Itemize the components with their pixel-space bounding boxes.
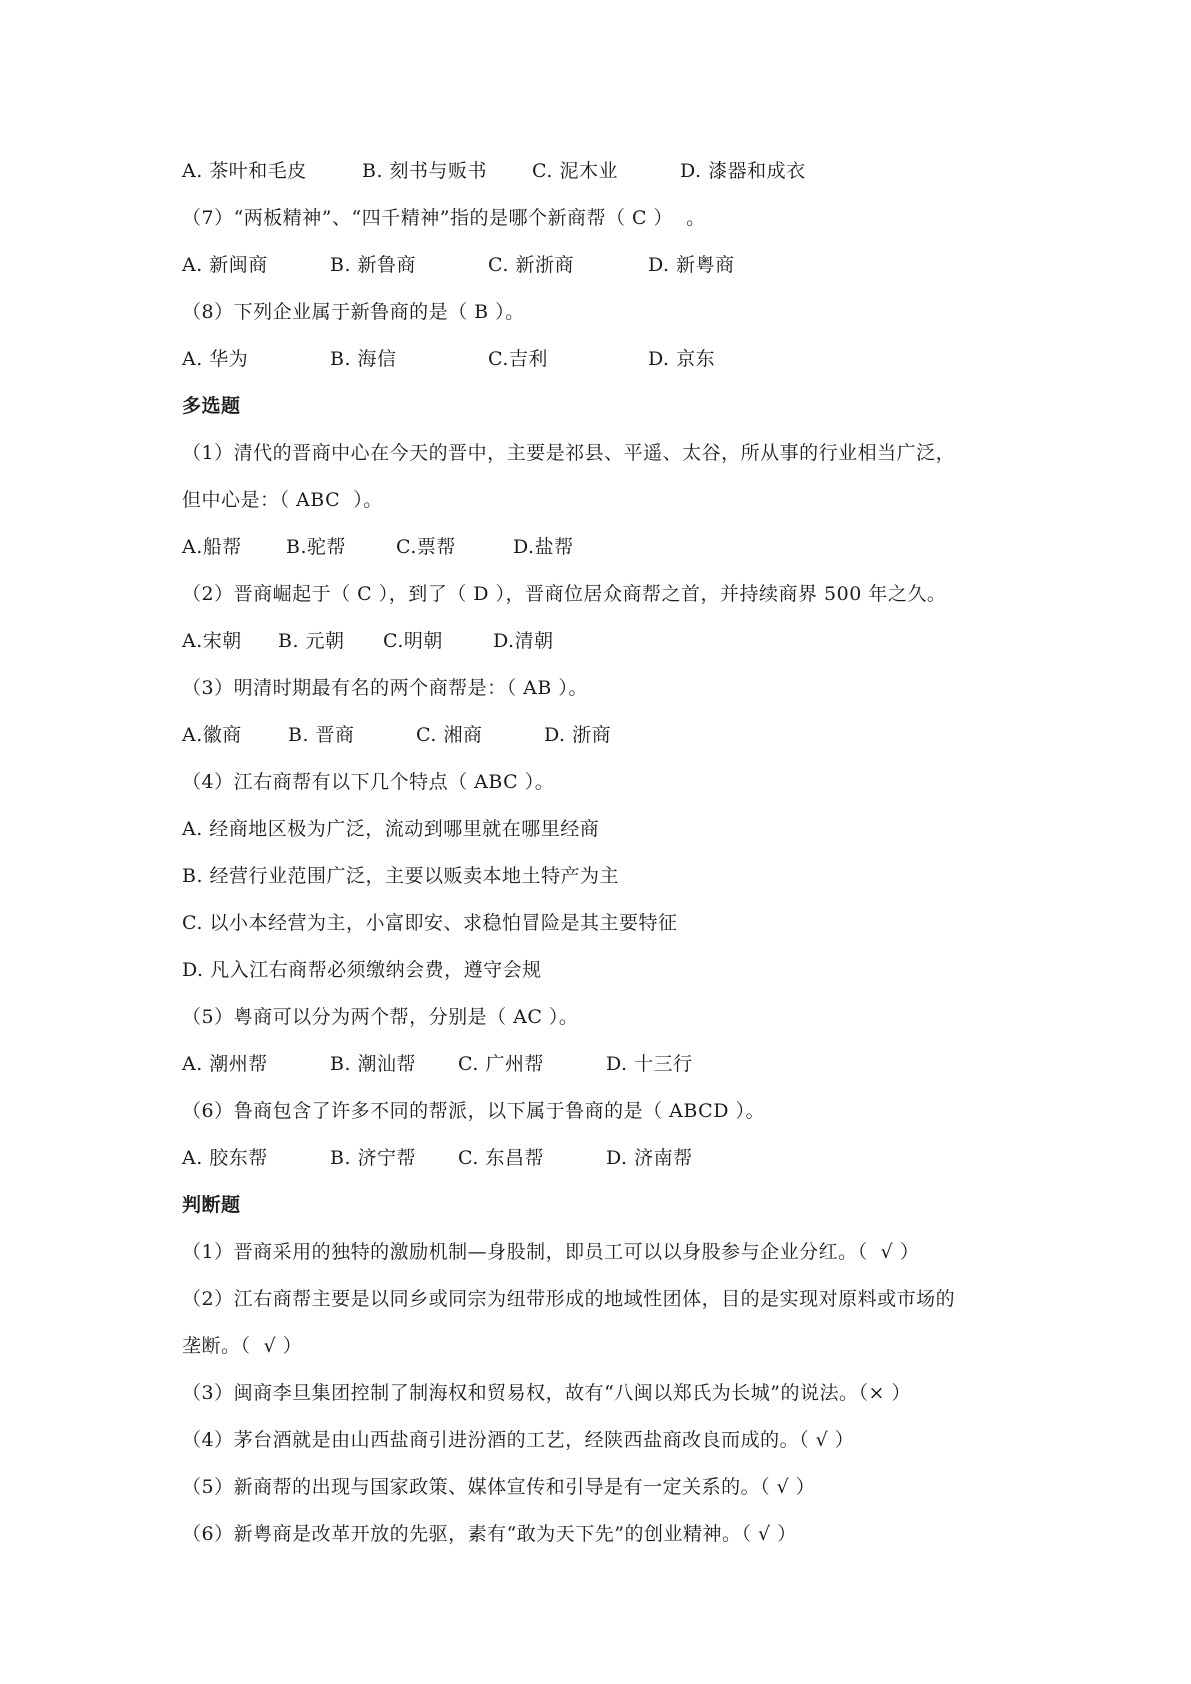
section-heading-true-false: 判断题 <box>182 1194 241 1216</box>
question-text: （3）明清时期最有名的两个商帮是：（ AB ）。 <box>182 677 588 699</box>
section-heading-multi-choice: 多选题 <box>182 395 241 417</box>
option: A. 新闽商 <box>182 254 268 276</box>
option: A. 潮州帮 <box>182 1053 268 1075</box>
option: C.明朝 <box>383 630 443 652</box>
question-text: （4）江右商帮有以下几个特点（ ABC ）。 <box>182 771 555 793</box>
option-row <box>182 712 1042 759</box>
question-text: （6）新粤商是改革开放的先驱，素有“敢为天下先”的创业精神。（ √ ） <box>182 1523 797 1545</box>
option: A.徽商 <box>182 724 242 746</box>
option-line: D. 凡入江右商帮必须缴纳会费，遵守会规 <box>182 959 542 981</box>
option: C. 广州帮 <box>458 1053 544 1075</box>
option: B.驼帮 <box>286 536 347 558</box>
option: A. 茶叶和毛皮 <box>182 160 307 182</box>
option: C. 东昌帮 <box>458 1147 544 1169</box>
question-text: （8）下列企业属于新鲁商的是（ B ）。 <box>182 301 525 323</box>
option: D.清朝 <box>493 630 554 652</box>
option: C. 新浙商 <box>488 254 574 276</box>
option-line: B. 经营行业范围广泛，主要以贩卖本地土特产为主 <box>182 865 620 887</box>
question-text: （1）清代的晋商中心在今天的晋中，主要是祁县、平遥、太谷，所从事的行业相当广泛， <box>182 442 956 464</box>
option-row <box>182 242 1042 289</box>
question-text: （5）粤商可以分为两个帮，分别是（ AC ）。 <box>182 1006 579 1028</box>
question-text: （3）闽商李旦集团控制了制海权和贸易权，故有“八闽以郑氏为长城”的说法。（× ） <box>182 1382 911 1404</box>
option: D. 漆器和成衣 <box>680 160 806 182</box>
option-row <box>182 1135 1042 1182</box>
question-text: （6）鲁商包含了许多不同的帮派，以下属于鲁商的是（ ABCD ）。 <box>182 1100 765 1122</box>
option-row <box>182 618 1042 665</box>
question-text-continued: 垄断。（ √ ） <box>182 1335 303 1357</box>
option-row <box>182 524 1042 571</box>
document-page <box>182 148 1042 1558</box>
option: A. 华为 <box>182 348 249 370</box>
option: C. 湘商 <box>416 724 483 746</box>
question-text: （2）江右商帮主要是以同乡或同宗为纽带形成的地域性团体，目的是实现对原料或市场的 <box>182 1288 956 1310</box>
option: C. 泥木业 <box>532 160 618 182</box>
option: D. 浙商 <box>544 724 612 746</box>
option: B. 潮汕帮 <box>330 1053 417 1075</box>
option: B. 刻书与贩书 <box>362 160 488 182</box>
option: D.盐帮 <box>513 536 574 558</box>
option: D. 济南帮 <box>606 1147 693 1169</box>
question-text: （2）晋商崛起于（ C ），到了（ D ），晋商位居众商帮之首，并持续商界 500 年之久。 <box>182 583 947 605</box>
option: D. 新粤商 <box>648 254 735 276</box>
option-line: A. 经商地区极为广泛，流动到哪里就在哪里经商 <box>182 818 600 840</box>
option: D. 十三行 <box>606 1053 693 1075</box>
option-row <box>182 148 1042 195</box>
option: A.宋朝 <box>182 630 242 652</box>
option-row <box>182 1041 1042 1088</box>
option: A. 胶东帮 <box>182 1147 268 1169</box>
option: B. 海信 <box>330 348 397 370</box>
option: B. 晋商 <box>288 724 355 746</box>
question-text: （7）“两板精神”、“四千精神”指的是哪个新商帮（ C ） 。 <box>182 207 706 229</box>
option: D. 京东 <box>648 348 716 370</box>
option: B. 元朝 <box>278 630 345 652</box>
question-text: （1）晋商采用的独特的激励机制—身股制，即员工可以以身股参与企业分红。（ √ ） <box>182 1241 920 1263</box>
option: B. 济宁帮 <box>330 1147 417 1169</box>
option-row <box>182 336 1042 383</box>
option: C.吉利 <box>488 348 548 370</box>
option: C.票帮 <box>396 536 456 558</box>
option-line: C. 以小本经营为主，小富即安、求稳怕冒险是其主要特征 <box>182 912 678 934</box>
question-text-continued: 但中心是：（ ABC ）。 <box>182 489 383 511</box>
option: B. 新鲁商 <box>330 254 417 276</box>
question-text: （4）茅台酒就是由山西盐商引进汾酒的工艺，经陕西盐商改良而成的。（ √ ） <box>182 1429 855 1451</box>
question-text: （5）新商帮的出现与国家政策、媒体宣传和引导是有一定关系的。（ √ ） <box>182 1476 816 1498</box>
option: A.船帮 <box>182 536 242 558</box>
